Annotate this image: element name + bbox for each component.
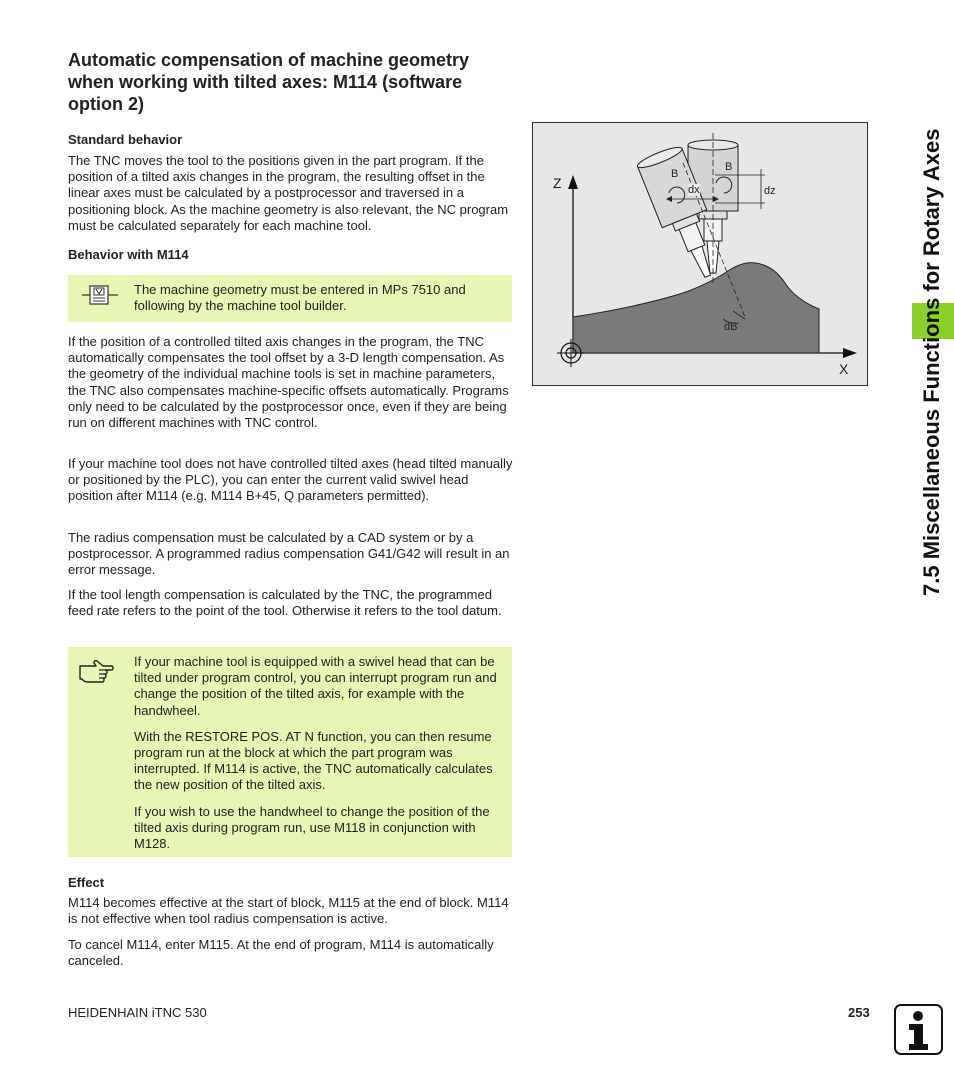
page-title: Automatic compensation of machine geometry when working with tilted axes: M114 (software option 2) (68, 50, 470, 114)
dx-label: dx (688, 184, 700, 196)
machine-parameter-icon (82, 284, 118, 311)
b-axis-label-tilted: B (671, 168, 679, 180)
paragraph-effect: M114 becomes effective at the start of block, M115 at the end of block. M114 is not effective when tool radius compensation is active. (68, 895, 509, 927)
z-axis-arrow (568, 175, 578, 189)
tip-note (68, 647, 512, 857)
b-axis-label-vertical: B (725, 161, 733, 173)
footer-product: HEIDENHAIN iTNC 530 (68, 1005, 207, 1020)
standard-behavior-paragraph: The TNC moves the tool to the positions given in the part program. If the position of a tilted axis changes in the program, the resulting offset in the linear axes must be calculated by a postprocessor and traversed in a positioning block. As the machine geometry is also relevant, the NC program must be calculated separately for each machine tool. (68, 153, 509, 233)
tip-text (134, 654, 504, 862)
tip-paragraph: If your machine tool is equipped with a swivel head that can be tilted under program control, you can interrupt program run and change the position of the tilted axis, for example with the handwheel. (134, 654, 497, 718)
x-axis-label: X (839, 361, 849, 377)
dz-label: dz (764, 185, 776, 197)
tip-paragraph: With the RESTORE POS. AT N function, you can then resume program run at the block at which the part program was interrupted. If M114 is active, the TNC automatically calculates the new position of the tilted axis. (134, 728, 493, 793)
x-axis-arrow (843, 348, 857, 358)
heading-effect: Effect (68, 875, 105, 890)
paragraph-no-controlled-axes: If your machine tool does not have controlled tilted axes (head tilted manually or positioned by the PLC), you can enter the current valid swivel head position after M114 (e.g. M114 B+45, Q parameters permitted). (68, 456, 513, 504)
tilted-axis-figure (532, 122, 868, 386)
z-axis-label: Z (553, 175, 562, 191)
note-text: The machine geometry must be entered in MPs 7510 and following by the machine tool builder. (134, 282, 466, 314)
paragraph-radius-compensation: The radius compensation must be calculated by a CAD system or by a postprocessor. A programmed radius compensation G41/G42 will result in an error message. (68, 530, 510, 578)
machine-parameter-note (68, 275, 512, 322)
workpiece (573, 263, 819, 353)
db-label: dB (724, 321, 738, 333)
page-number: 253 (848, 1005, 870, 1020)
chapter-sidebar-title: 7.5 Miscellaneous Functions for Rotary Axes (919, 128, 944, 596)
heading-standard-behavior: Standard behavior (68, 132, 183, 147)
paragraph-cancel: To cancel M114, enter M115. At the end of program, M114 is automatically canceled. (68, 937, 494, 969)
paragraph-3d-compensation: If the position of a controlled tilted axis changes in the program, the TNC automatically compensates the tool offset by a 3-D length compensation. As the geometry of the individual machine tools is set in machine parameters, the TNC also compensates machine-specific offsets automatically. Programs only need to be calculated by the postprocessor once, even if they are being run on different machines with TNC control. (68, 334, 509, 431)
tip-paragraph: If you wish to use the handwheel to change the position of the tilted axis during program run, use M118 in conjunction with M128. (134, 803, 490, 852)
heading-behavior-m114: Behavior with M114 (68, 247, 189, 262)
paragraph-feed-rate: If the tool length compensation is calculated by the TNC, the programmed feed rate refers to the point of the tool. Otherwise it refers to the tool datum. (68, 587, 502, 619)
pointing-hand-icon (78, 657, 114, 688)
info-icon (894, 1004, 943, 1055)
